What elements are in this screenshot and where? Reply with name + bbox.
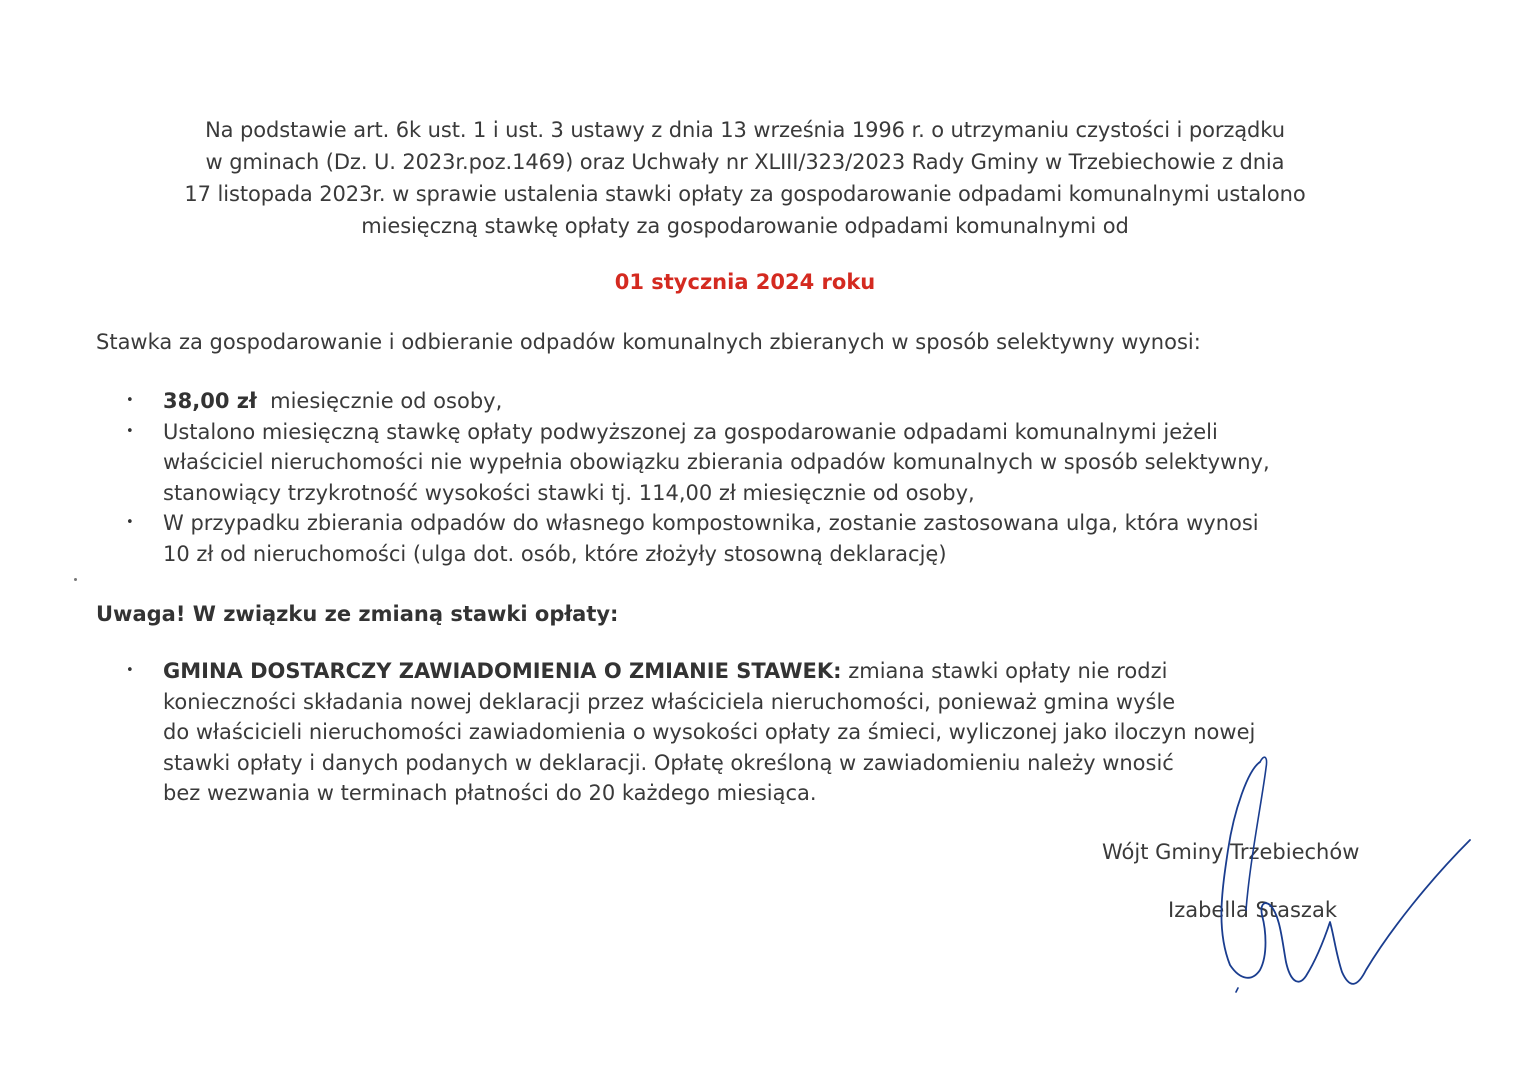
list-item <box>126 417 1270 509</box>
notice-list <box>126 656 1255 809</box>
list-item <box>126 656 1255 809</box>
signature-stroke <box>1236 988 1238 992</box>
list-line: stawki opłaty i danych podanych w deklaracji. Opłatę określoną w zawiadomieniu należy wnosić <box>163 750 1174 775</box>
list-line: do właścicieli nieruchomości zawiadomienia o wysokości opłaty za śmieci, wyliczonej jako iloczyn nowej <box>163 720 1256 744</box>
list-line: stanowiący trzykrotność wysokości stawki tj. 114,00 zł miesięcznie od osoby, <box>163 480 975 505</box>
intro-paragraph <box>120 114 1370 242</box>
list-line: właściciel nieruchomości nie wypełnia obowiązku zbierania odpadów komunalnych w sposób selektywny, <box>163 450 1270 474</box>
list-line: bez wezwania w terminach płatności do 20 każdego miesiąca. <box>163 781 817 805</box>
list-line: • W przypadku zbierania odpadów do własnego kompostownika, zostanie zastosowana ulga, która wynosi <box>163 511 1259 535</box>
signature-stroke <box>1246 757 1267 910</box>
signatory-name: Izabella Staszak <box>1168 898 1337 922</box>
rate-amount: 38,00 zł <box>163 389 257 413</box>
intro-line: miesięczną stawkę opłaty za gospodarowanie odpadami komunalnymi od <box>361 214 1129 238</box>
list-line: • Ustalono miesięczną stawkę opłaty podwyższonej za gospodarowanie odpadami komunalnymi jeżeli <box>163 419 1218 444</box>
effective-date: 01 stycznia 2024 roku <box>614 270 876 294</box>
list-line: konieczności składania nowej deklaracji przez właściciela nieruchomości, ponieważ gmina wyśle <box>163 689 1176 714</box>
signature-stroke <box>1221 762 1470 984</box>
signatory-title: Wójt Gminy Trzebiechów <box>1102 840 1360 864</box>
rate-text: miesięcznie od osoby, <box>256 389 503 413</box>
intro-line: 17 listopada 2023r. w sprawie ustalenia stawki opłaty za gospodarowanie odpadami komunalnymi ustalono <box>184 182 1306 206</box>
handwritten-signature <box>1190 740 1490 1040</box>
rates-list <box>126 386 1270 569</box>
list-line <box>163 656 1255 687</box>
notice-bold: GMINA DOSTARCZY ZAWIADOMIENIA O ZMIANIE STAWEK: <box>163 659 842 683</box>
scan-speck <box>74 578 77 581</box>
list-item <box>126 386 1270 417</box>
rate-intro: Stawka za gospodarowanie i odbieranie odpadów komunalnych zbieranych w sposób selektywny wynosi: <box>96 330 1201 354</box>
notice-text: zmiana stawki opłaty nie rodzi <box>841 659 1168 683</box>
intro-line: w gminach (Dz. U. 2023r.poz.1469) oraz Uchwały nr XLIII/323/2023 Rady Gminy w Trzebiechowie z dnia <box>205 150 1285 174</box>
list-item <box>126 508 1270 569</box>
warning-heading: Uwaga! W związku ze zmianą stawki opłaty: <box>96 602 619 626</box>
intro-line: Na podstawie art. 6k ust. 1 i ust. 3 ustawy z dnia 13 września 1996 r. o utrzymaniu czystości i porządku <box>205 118 1285 142</box>
list-line: 10 zł od nieruchomości (ulga dot. osób, które złożyły stosowną deklarację) <box>163 541 947 566</box>
